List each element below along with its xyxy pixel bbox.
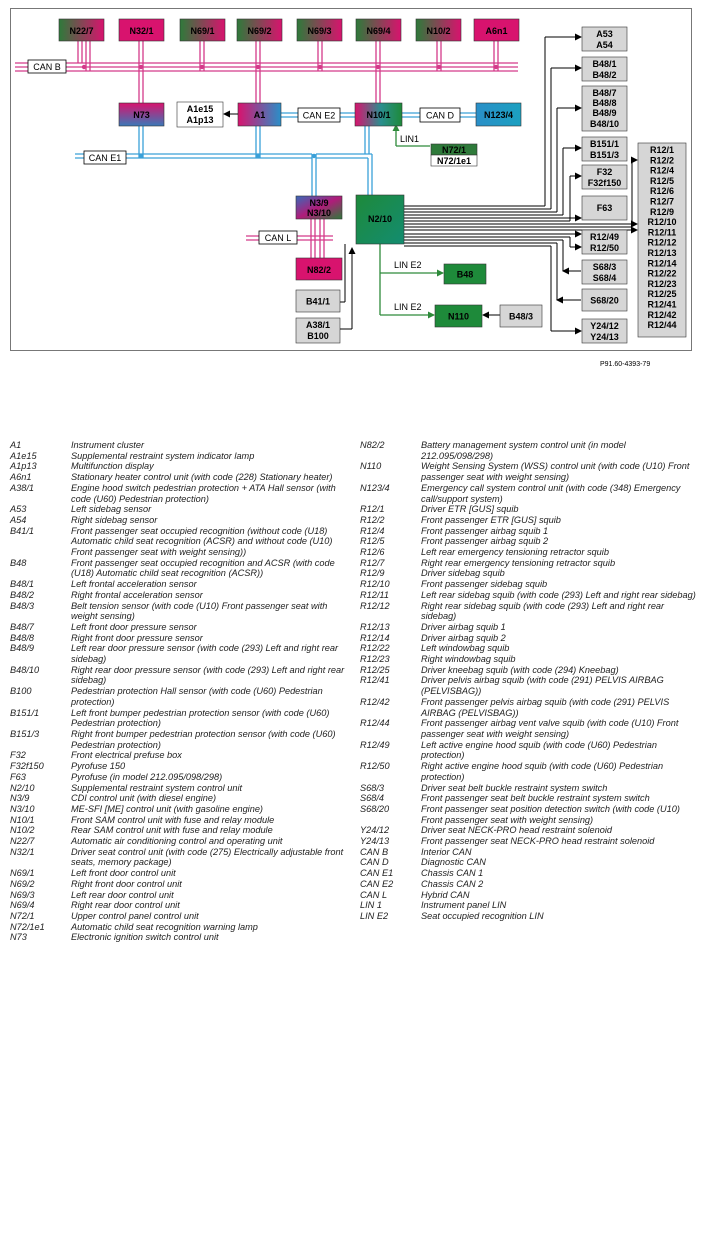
legend-description: Front SAM control unit with fuse and relay module (71, 814, 275, 825)
legend-code: R12/5 (360, 536, 385, 547)
legend-left-row (10, 708, 355, 729)
box-a53-label: A53 (596, 29, 613, 39)
squib-item: R12/1 (649, 145, 675, 155)
legend-code: CAN D (360, 857, 389, 868)
legend-code: B151/1 (10, 707, 40, 718)
legend-description: Supplemental restraint system control unit (71, 782, 243, 793)
legend-code: LIN E2 (360, 910, 389, 921)
legend-description: Hybrid CAN (421, 889, 470, 900)
module-n72-1-label: N72/1 (441, 145, 467, 155)
legend-right-row (360, 440, 701, 461)
legend-description: Left front door pressure sensor (71, 621, 197, 632)
module-n72-1e1-label: N72/1e1 (436, 156, 472, 166)
legend-left-row (10, 911, 355, 922)
legend-description: Chassis CAN 1 (421, 868, 484, 879)
legend-right-row (360, 483, 701, 504)
legend-right-row (360, 761, 701, 782)
legend-right-row (360, 568, 701, 579)
legend-description: Stationary heater control unit (with code (228) Stationary heater) (71, 472, 333, 483)
legend-code: B41/1 (10, 525, 35, 536)
legend-left-row (10, 793, 355, 804)
module-n3-10-label: N3/10 (306, 208, 332, 218)
legend-description: Upper control panel control unit (71, 910, 199, 921)
squib-item: R12/5 (649, 175, 675, 186)
legend-description: Driver ETR [GUS] squib (421, 504, 519, 515)
module-a1-label: A1 (253, 110, 266, 120)
legend-right-row (360, 740, 701, 761)
module-b48-3-label: B48/3 (508, 311, 534, 322)
legend-left-row (10, 836, 355, 847)
legend-description: Belt tension sensor (with code (U10) Front passenger seat with weight sensing) (71, 600, 328, 622)
squib-item: R12/4 (649, 165, 675, 176)
legend-left-row (10, 815, 355, 826)
legend-description: Emergency call system control unit (with code (348) Emergency call/support system) (421, 482, 681, 504)
legend-code: B48/9 (10, 643, 35, 654)
legend-code: A6n1 (10, 472, 32, 483)
legend-right-row (360, 558, 701, 569)
legend-description: Seat occupied recognition LIN (421, 910, 544, 921)
legend-description: Front passenger seat belt buckle restraint system switch (421, 793, 650, 804)
module-n3-9-label: N3/9 (309, 198, 329, 208)
squib-item: R12/42 (647, 309, 677, 320)
legend-left-row (10, 526, 355, 558)
legend-code: N82/2 (360, 440, 385, 450)
legend-code: N69/3 (10, 889, 35, 900)
legend-left-row (10, 451, 355, 462)
legend-code: R12/4 (360, 525, 385, 536)
lin-e2-label-b: LIN E2 (394, 302, 422, 312)
legend-code: B100 (10, 686, 32, 697)
legend-description: Right front bumper pedestrian protection sensor (with code (U60) Pedestrian protection) (71, 728, 336, 750)
legend-right-row (360, 633, 701, 644)
legend-description: Instrument cluster (71, 440, 145, 450)
legend-description: Left sidebag sensor (71, 504, 152, 515)
legend-left-row (10, 932, 355, 943)
box-b48-9-label: B48/9 (592, 108, 617, 118)
module-n2-10-label: N2/10 (367, 214, 393, 224)
legend-code: B48 (10, 557, 27, 568)
legend-code: N72/1e1 (10, 921, 45, 932)
module-b41-1-label: B41/1 (305, 296, 331, 307)
legend-description: Front passenger airbag vent valve squib (with code (U10) Front passenger seat with weight sensing) (421, 718, 679, 739)
legend-code: R12/2 (360, 514, 385, 525)
legend-code: N69/4 (10, 900, 35, 911)
legend-right-row (360, 601, 701, 622)
legend-code: F32f150 (10, 761, 44, 772)
module-a6n1-label: A6n1 (485, 26, 508, 36)
legend-description: Right sidebag sensor (71, 514, 158, 525)
squib-item: R12/41 (647, 299, 677, 310)
legend-right-row (360, 675, 701, 696)
box-b48-7-label: B48/7 (592, 88, 617, 98)
legend-left-row (10, 483, 355, 504)
module-b100-label: B100 (307, 331, 329, 341)
legend-left-row (10, 890, 355, 901)
can-d-label: CAN D (425, 110, 455, 121)
can-e1-label: CAN E1 (88, 153, 122, 163)
can-l-label: CAN L (264, 233, 292, 243)
legend-description: Front passenger ETR [GUS] squib (421, 514, 561, 525)
legend-code: N2/10 (10, 782, 35, 793)
legend-description: Left rear door control unit (71, 889, 174, 900)
legend-code: B48/7 (10, 621, 35, 632)
legend-description: Front passenger seat occupied recognition and ACSR (with code (U18) Automatic child seat recognition (ACSR)) (71, 557, 335, 579)
legend-code: CAN E1 (360, 868, 394, 879)
legend-left-row (10, 504, 355, 515)
legend-code: N110 (360, 461, 382, 472)
legend-code: N69/2 (10, 878, 35, 889)
legend-code: R12/41 (360, 675, 390, 686)
legend-left-row (10, 772, 355, 783)
module-n10-1-label: N10/1 (366, 110, 391, 120)
legend-description: Engine hood switch pedestrian protection + ATA Hall sensor (with code (U60) Pedestrian protection) (71, 482, 336, 504)
legend-description: CDI control unit (with diesel engine) (71, 793, 217, 804)
module-n69-1-label: N69/1 (190, 26, 215, 36)
legend-right-row (360, 515, 701, 526)
module-n22-7-label: N22/7 (69, 26, 94, 36)
can-e2-label: CAN E2 (302, 110, 336, 121)
legend-code: R12/12 (360, 600, 390, 611)
legend-description: Right rear sidebag squib (with code (293) Left and right rear sidebag) (421, 600, 665, 622)
lin-e2-label-a: LIN E2 (394, 260, 422, 270)
box-s68-3-label: S68/3 (592, 262, 617, 272)
legend-code: CAN E2 (360, 878, 394, 889)
legend-right-row (360, 590, 701, 601)
legend-description: Driver seat belt buckle restraint system switch (421, 782, 608, 793)
squib-item: R12/10 (647, 217, 677, 228)
legend-left-row (10, 783, 355, 794)
squib-item: R12/13 (647, 248, 677, 258)
legend-code: N22/7 (10, 836, 35, 847)
box-f63-label: F63 (596, 203, 613, 213)
legend-description: Right rear door control unit (71, 900, 180, 911)
legend-code: N10/1 (10, 814, 35, 825)
legend-description: Pyrofuse 150 (71, 761, 126, 772)
legend-code: R12/22 (360, 643, 390, 654)
legend-left-row (10, 590, 355, 601)
legend-left-row (10, 558, 355, 579)
squib-item: R12/14 (647, 258, 677, 269)
legend-code: Y24/12 (360, 825, 390, 836)
legend-code: R12/9 (360, 568, 385, 579)
legend-code: S68/4 (360, 793, 385, 804)
legend-description: Front passenger pelvis airbag squib (with code (291) PELVIS AIRBAG (PELVISBAG)) (421, 696, 670, 718)
legend-right-row (360, 868, 701, 879)
legend-code: N72/1 (10, 910, 35, 921)
legend-description: Interior CAN (421, 846, 472, 857)
legend-code: A1e15 (10, 450, 37, 461)
legend-right-row (360, 536, 701, 547)
module-n123-4-label: N123/4 (483, 110, 514, 120)
legend-description: Front passenger airbag squib 2 (421, 536, 549, 547)
module-n73-label: N73 (133, 110, 150, 120)
legend-description: Pyrofuse (in model 212.095/098/298) (71, 771, 223, 782)
legend-code: CAN B (360, 846, 389, 857)
lin1-label: LIN1 (400, 134, 420, 144)
legend-description: Right rear emergency tensioning retractor squib (421, 557, 616, 568)
box-b48-1-label: B48/1 (592, 59, 617, 69)
legend-right-row (360, 697, 701, 718)
squib-item: R12/9 (649, 206, 675, 217)
module-n110-label: N110 (447, 311, 470, 322)
can-b-label: CAN B (33, 62, 61, 72)
legend-code: CAN L (360, 889, 388, 900)
legend-right-row (360, 579, 701, 590)
legend-code: S68/20 (360, 803, 390, 814)
legend-description: Left active engine hood squib (with code (U60) Pedestrian protection) (421, 739, 657, 761)
legend-code: B48/1 (10, 579, 35, 590)
box-b48-2-label: B48/2 (592, 70, 617, 80)
module-a1e15-label: A1e15 (186, 104, 214, 114)
module-a38-1-label: A38/1 (305, 320, 331, 330)
squib-item: R12/25 (647, 289, 677, 300)
legend-right-row (360, 804, 701, 825)
box-r12-50-label: R12/50 (589, 243, 620, 253)
legend-description: Right windowbag squib (421, 654, 516, 665)
legend-code: N123/4 (360, 482, 390, 493)
legend-code: B151/3 (10, 728, 40, 739)
legend-description: Left front door control unit (71, 868, 176, 879)
box-b48-10-label: B48/10 (589, 119, 620, 129)
legend-code: LIN 1 (360, 900, 382, 911)
box-f32f150-label: F32f150 (587, 178, 622, 188)
legend-description: Right front door control unit (71, 878, 182, 889)
legend-description: Supplemental restraint system indicator lamp (71, 450, 255, 461)
legend-code: R12/42 (360, 696, 390, 707)
legend-description: Automatic child seat recognition warning lamp (71, 921, 258, 932)
legend-description: Left front bumper pedestrian protection sensor (with code (U60) Pedestrian protection) (71, 707, 330, 729)
box-b151-3-label: B151/3 (589, 150, 620, 160)
legend-description: Chassis CAN 2 (421, 878, 484, 889)
legend-description: Front electrical prefuse box (71, 750, 182, 761)
figure-id: P91.60-4393-79 (600, 361, 651, 368)
legend-description: Front passenger sidebag squib (421, 579, 548, 590)
legend-code: R12/14 (360, 632, 390, 643)
legend-code: N32/1 (10, 846, 35, 857)
module-n69-2-label: N69/2 (247, 26, 272, 36)
legend-description: Left rear emergency tensioning retractor squib (421, 547, 609, 558)
legend-description: Front passenger seat occupied recognition (without code (U18) Automatic child seat recognition (ACSR) and without code (U10) Front passenger seat with weight sensing)) (71, 525, 333, 558)
legend-left-row (10, 761, 355, 772)
legend-left-row (10, 847, 355, 868)
legend-code: R12/50 (360, 761, 390, 772)
legend-code: R12/49 (360, 739, 390, 750)
legend-code: S68/3 (360, 782, 385, 793)
box-s68-4-label: S68/4 (592, 273, 617, 283)
legend-description: Multifunction display (71, 461, 154, 472)
legend-code: R12/1 (360, 504, 385, 515)
legend-description: Left rear sidebag squib (with code (293) Left and right rear sidebag) (421, 589, 696, 600)
squib-item: R12/6 (649, 186, 675, 197)
squib-item: R12/2 (649, 155, 675, 166)
legend-left-row (10, 601, 355, 622)
legend-left-row (10, 900, 355, 911)
legend-right-row (360, 547, 701, 558)
legend-right-row (360, 825, 701, 836)
legend-description: Electronic ignition switch control unit (71, 932, 219, 943)
legend-code: R12/44 (360, 718, 390, 729)
legend-code: R12/11 (360, 589, 389, 600)
box-y24-12-label: Y24/12 (590, 321, 619, 331)
legend-left-row (10, 643, 355, 664)
legend-code: R12/23 (360, 654, 390, 665)
legend-description: Right frontal acceleration sensor (71, 589, 203, 600)
legend-code: R12/13 (360, 621, 390, 632)
legend-code: F63 (10, 771, 26, 782)
module-b48-label: B48 (456, 269, 474, 280)
legend-code: R12/6 (360, 547, 385, 558)
legend-description: Right rear door pressure sensor (with code (293) Left and right rear sidebag) (71, 664, 345, 686)
legend-left-row (10, 729, 355, 750)
box-f32-label: F32 (596, 167, 613, 177)
legend-code: A53 (10, 504, 27, 515)
legend-description: Instrument panel LIN (421, 900, 507, 911)
legend-left-row (10, 665, 355, 686)
legend-description: Driver airbag squib 1 (421, 621, 506, 632)
module-n69-3-label: N69/3 (307, 26, 332, 36)
legend-right-row (360, 654, 701, 665)
legend-left-row (10, 515, 355, 526)
legend-left-row (10, 622, 355, 633)
legend-description: Front passenger airbag squib 1 (421, 525, 549, 536)
legend-left-row (10, 922, 355, 933)
legend-left-row (10, 825, 355, 836)
squib-item: R12/23 (647, 278, 677, 289)
legend-description: Driver sidebag squib (421, 568, 505, 579)
legend-right-row (360, 526, 701, 537)
legend-code: B48/10 (10, 664, 40, 675)
legend-right-row (360, 900, 701, 911)
legend-right-row (360, 504, 701, 515)
legend-code: B48/3 (10, 600, 35, 611)
box-a54-label: A54 (596, 40, 613, 50)
legend-right-row (360, 836, 701, 847)
legend-code: F32 (10, 750, 26, 761)
legend-right-row (360, 783, 701, 794)
squib-item: R12/11 (647, 227, 677, 238)
legend-description: Pedestrian protection Hall sensor (with code (U60) Pedestrian protection) (71, 686, 323, 707)
box-r12-49-label: R12/49 (589, 232, 620, 242)
legend-right-row (360, 622, 701, 633)
legend-description: Battery management system control unit (in model 212.095/098/298) (421, 440, 626, 461)
module-n69-4-label: N69/4 (366, 26, 391, 36)
legend-left-row (10, 750, 355, 761)
legend-description: Left windowbag squib (421, 643, 510, 654)
legend-description: Driver kneebag squib (with code (294) Kneebag) (421, 664, 619, 675)
legend-description: Front passenger seat NECK-PRO head restraint solenoid (421, 836, 655, 847)
module-a1p13-label: A1p13 (186, 115, 214, 125)
legend-code: B48/2 (10, 589, 35, 600)
legend-left-row (10, 461, 355, 472)
legend-right-row (360, 665, 701, 676)
module-n32-1-label: N32/1 (129, 26, 154, 36)
legend-description: Driver airbag squib 2 (421, 632, 506, 643)
squib-list (647, 145, 676, 330)
legend-code: A54 (10, 514, 27, 525)
squib-item: R12/44 (647, 320, 677, 331)
legend-left-row (10, 686, 355, 707)
legend-left-row (10, 868, 355, 879)
legend-code: R12/25 (360, 664, 390, 675)
network-diagram (0, 0, 701, 360)
legend-right-row (360, 718, 701, 739)
legend-description: Right active engine hood squib (with code (U60) Pedestrian protection) (421, 761, 664, 782)
legend-left-row (10, 440, 355, 451)
legend-description: Weight Sensing System (WSS) control unit (with code (U10) Front passenger seat with weight sensing) (421, 461, 690, 483)
legend-left-row (10, 579, 355, 590)
legend-left (10, 440, 355, 943)
box-b151-1-label: B151/1 (589, 139, 620, 149)
legend-description: Right front door pressure sensor (71, 632, 203, 643)
legend-code: R12/10 (360, 579, 390, 590)
legend-description: Driver pelvis airbag squib (with code (291) PELVIS AIRBAG (PELVISBAG)) (421, 675, 664, 697)
module-n10-2-label: N10/2 (426, 26, 451, 36)
legend-code: N10/2 (10, 825, 35, 836)
legend-description: Diagnostic CAN (421, 857, 486, 868)
legend-description: Front passenger seat position detection switch (with code (U10) Front passenger seat with weight sensing) (421, 803, 680, 825)
legend-description: Driver seat NECK-PRO head restraint solenoid (421, 825, 612, 836)
box-b48-8-label: B48/8 (592, 98, 617, 108)
legend-left-row (10, 879, 355, 890)
legend-left-row (10, 804, 355, 815)
legend-code: N3/9 (10, 793, 30, 804)
legend-description: Driver seat control unit (with code (275) Electrically adjustable front seats, memory package) (71, 846, 344, 868)
legend-right-row (360, 857, 701, 868)
legend-right (360, 440, 701, 922)
legend-right-row (360, 911, 701, 922)
squib-item: R12/7 (649, 196, 675, 207)
legend-code: Y24/13 (360, 836, 390, 847)
legend-left-row (10, 633, 355, 644)
legend-right-row (360, 890, 701, 901)
squib-item: R12/12 (647, 237, 677, 248)
legend-description: ME-SFI [ME] control unit (with gasoline engine) (71, 803, 263, 814)
squib-item: R12/22 (647, 268, 677, 279)
legend-code: R12/7 (360, 557, 385, 568)
box-y24-13-label: Y24/13 (590, 332, 619, 342)
legend-description: Left rear door pressure sensor (with code (293) Left and right rear sidebag) (71, 643, 339, 665)
legend-code: N69/1 (10, 868, 35, 879)
legend-right-row (360, 643, 701, 654)
legend-code: N73 (10, 932, 27, 943)
legend-left-row (10, 472, 355, 483)
module-n82-2-label: N82/2 (306, 265, 332, 275)
legend-code: B48/8 (10, 632, 35, 643)
legend-description: Rear SAM control unit with fuse and relay module (71, 825, 273, 836)
legend-right-row (360, 847, 701, 858)
legend-right-row (360, 793, 701, 804)
box-s68-20-label: S68/20 (590, 295, 619, 306)
legend-description: Automatic air conditioning control and operating unit (71, 836, 283, 847)
legend-description: Left frontal acceleration sensor (71, 579, 197, 590)
legend-code: A1p13 (10, 461, 37, 472)
legend-code: N3/10 (10, 803, 35, 814)
right-sensor-boxes (582, 27, 627, 343)
legend-right-row (360, 461, 701, 482)
legend-right-row (360, 879, 701, 890)
legend-code: A1 (10, 440, 22, 450)
legend-code: A38/1 (10, 482, 35, 493)
